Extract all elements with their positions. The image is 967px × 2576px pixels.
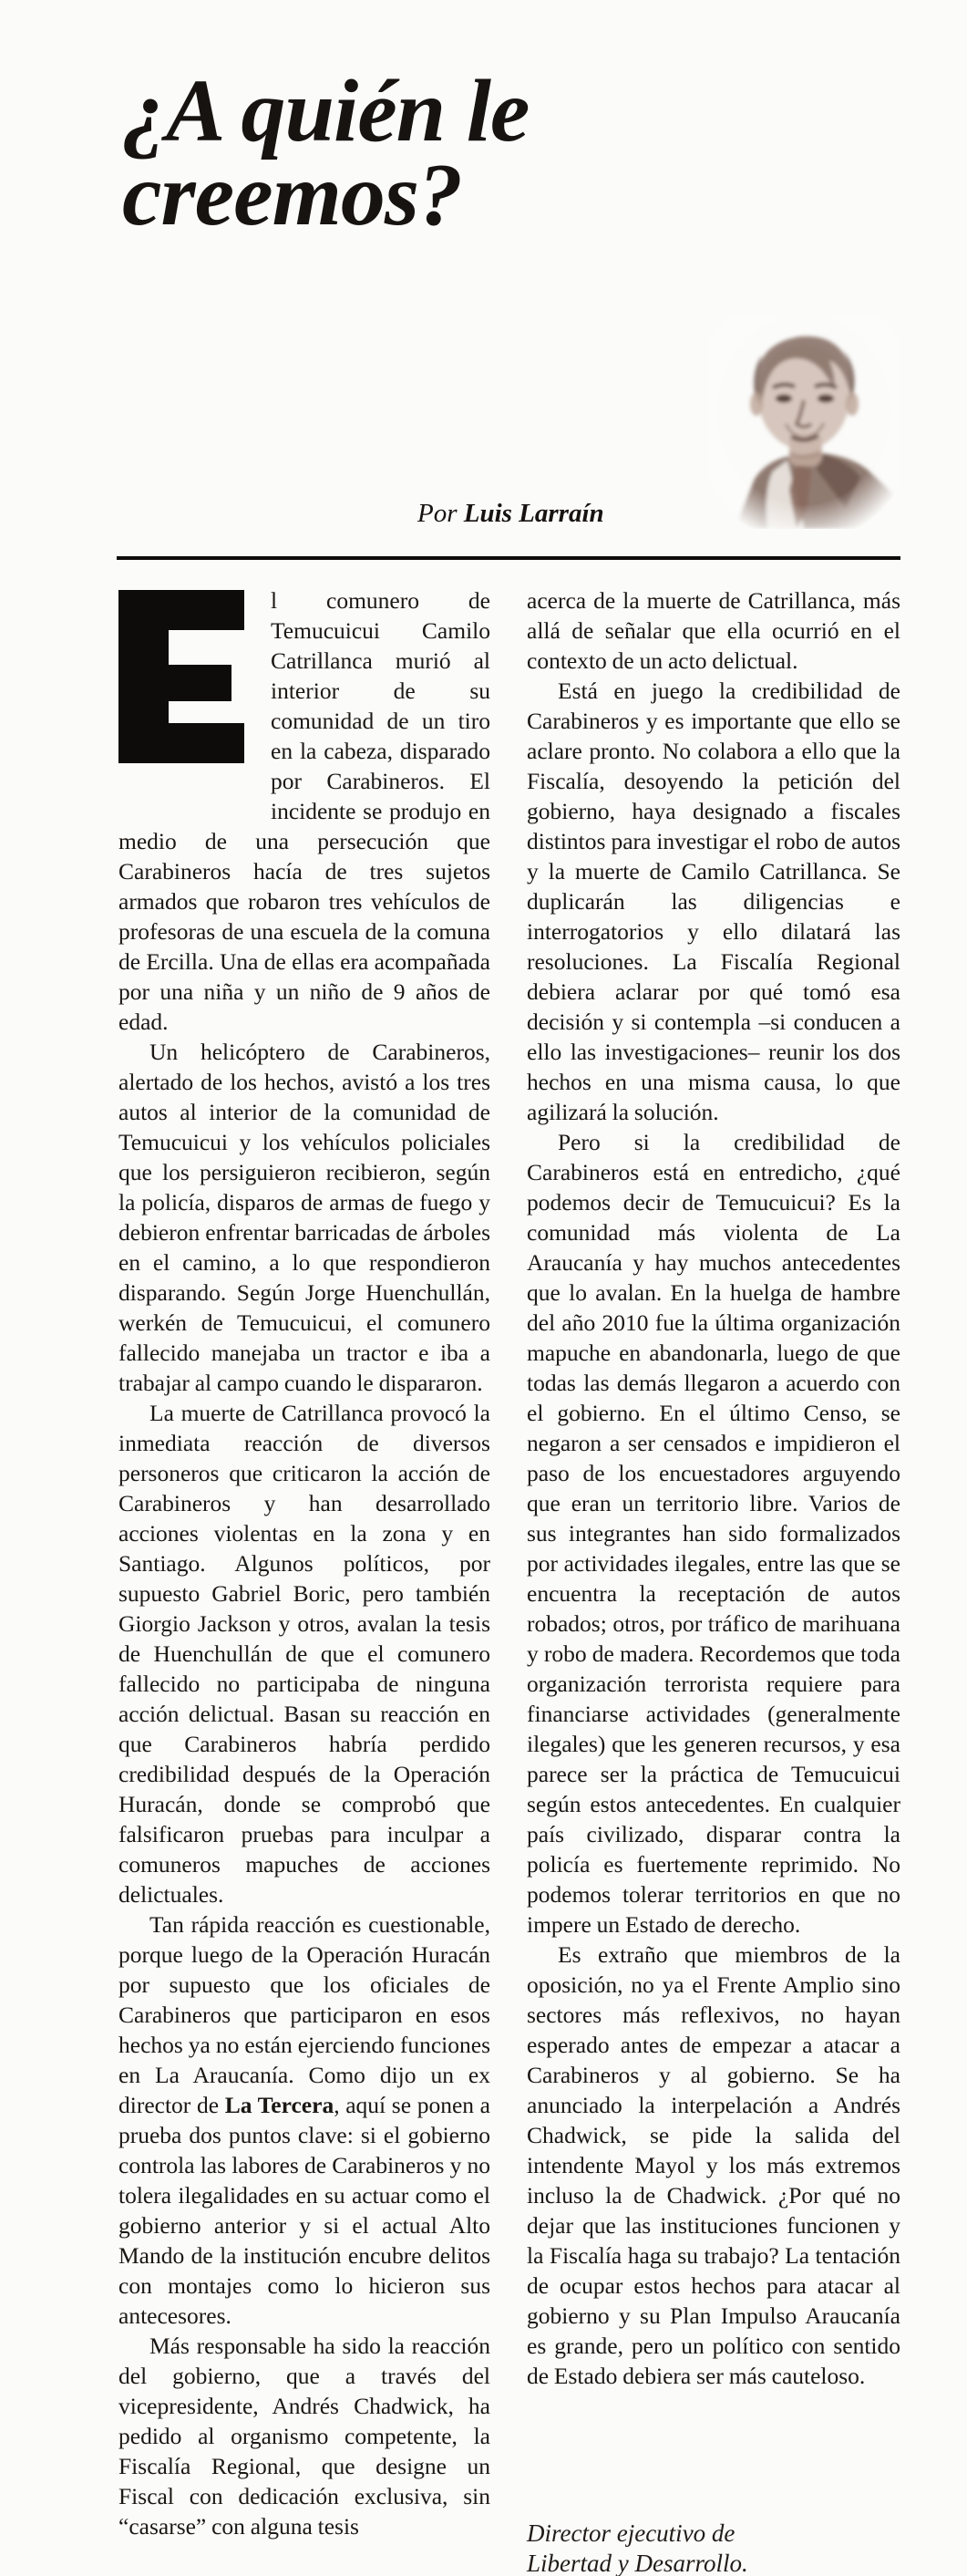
title-line-2: creemos? xyxy=(122,145,462,244)
paragraph: l comunero de Temucuicui Camilo Catrillanca murió al interior de su comunidad de un tiro en la cabeza, disparado por Carabineros. El incidente se produjo en medio de una persecución que Carabineros hacía de tres sujetos armados que robaron tres vehículos de profesoras de una escuela de la comuna de Ercilla. Una de ellas era acompañada por una niña y un niño de 9 años de edad. xyxy=(118,587,490,1035)
paragraph: Más responsable ha sido la reacción del gobierno, que a través del vicepresidente, Andrés Chadwick, ha pedido al organismo competente, la Fiscalía Regional, que designe un Fiscal con dedicación exclusiva, sin “casarse” con alguna tesis xyxy=(118,2333,490,2540)
column-left xyxy=(118,585,490,2576)
byline xyxy=(417,498,604,529)
drop-cap xyxy=(118,585,271,801)
paragraph: Está en juego la credibilidad de Carabineros y es importante que ello se aclare pronto. No colabora a ello que la Fiscalía, desoyendo la petición del gobierno, haya designado a fiscales distintos para investigar el robo de autos y la muerte de Camilo Catrillanca. Se duplicarán las diligencias e interrogatorios y ello dilatará las resoluciones. La Fiscalía Regional debiera aclarar por qué tomó esa decisión y si contempla –si conducen a ello las investigaciones– reunir los dos hechos en una misma causa, lo que agilizará la solución. xyxy=(527,678,900,1125)
paragraph: Un helicóptero de Carabineros, alertado de los hechos, avistó a los tres autos al interior de la comunidad de Temucuicui y los vehículos policiales que los persiguieron recibieron, según la policía, disparos de armas de fuego y debieron enfrentar barricadas de árboles en el camino, a lo que respondieron disparando. Según Jorge Huenchullán, werkén de Temucuicui, el comunero fallecido manejaba un tractor e iba a trabajar al campo cuando le dispararon. xyxy=(118,1039,490,1396)
author-portrait-image xyxy=(709,316,899,529)
divider-rule xyxy=(117,556,900,560)
article-title xyxy=(122,61,530,244)
paragraph: Pero si la credibilidad de Carabineros está en entredicho, ¿qué podemos decir de Temucuicui? Es la comunidad más violenta de La Araucanía y hay muchos antecedentes que lo avalan. En la huelga de hambre del año 2010 fue la última organización mapuche en abandonarla, luego de que todas las demás llegaron a acuerdo con el gobierno. En el último Censo, se negaron a ser censados e impidieron el paso de los encuestadores arguyendo que eran un territorio libre. Varios de sus integrantes han sido formalizados por actividades ilegales, entre las que se encuentra la receptación de autos robados; otros, por tráfico de marihuana y robo de madera. Recordemos que toda organización terrorista requiere para financiarse actividades (generalmente ilegales) que les generen recursos, y esa parece ser la práctica de Temucuicui según estos antecedentes. En cualquier país civilizado, disparar contra la policía es fuertemente reprimido. No podemos tolerar territorios en que no impere un Estado de derecho. xyxy=(527,1129,900,1938)
column-right xyxy=(527,585,900,2498)
title-line-1: ¿A quién le xyxy=(122,61,530,160)
footer-credit-line-1: Director ejecutivo de xyxy=(527,2519,736,2547)
author-portrait xyxy=(709,316,899,529)
paragraph: Tan rápida reacción es cuestionable, porque luego de la Operación Huracán por supuesto que los oficiales de Carabineros que participaron en esos hechos ya no están ejerciendo funciones en La Araucanía. Como dijo un ex director de La Tercera, aquí se ponen a prueba dos puntos clave: si el gobierno controla las labores de Carabineros y no tolera ilegalidades en su actuar como el gobierno anterior y si el actual Alto Mando de la institución encubre delitos con montajes como lo hicieron sus antecesores. xyxy=(118,1911,490,2329)
byline-author: Luis Larraín xyxy=(463,499,604,528)
footer-credit-line-2: Libertad y Desarrollo. xyxy=(527,2550,748,2576)
footer-credit xyxy=(527,2519,900,2576)
article-body xyxy=(118,584,900,2576)
paragraph: acerca de la muerte de Catrillanca, más allá de señalar que ella ocurrió en el contexto de un acto delictual. xyxy=(527,587,900,674)
paragraph: Es extraño que miembros de la oposición, no ya el Frente Amplio sino sectores más reflexivos, no hayan esperado antes de empezar a atacar a Carabineros y al gobierno. Se ha anunciado la interpelación a Andrés Chadwick, se pide la salida del intendente Mayol y los más extremos incluso la de Chadwick. ¿Por qué no dejar que las instituciones funcionen y la Fiscalía haga su trabajo? La tentación de ocupar estos hechos para atacar al gobierno y su Plan Impulso Araucanía es grande, pero un político con sentido de Estado debiera ser más cauteloso. xyxy=(527,1941,900,2389)
byline-prefix: Por xyxy=(417,499,464,528)
paragraph: La muerte de Catrillanca provocó la inmediata reacción de diversos personeros que criticaron la acción de Carabineros y han desarrollado acciones violentas en la zona y en Santiago. Algunos políticos, por supuesto Gabriel Boric, pero también Giorgio Jackson y otros, avalan la tesis de Huenchullán de que el comunero fallecido no participaba de ninguna acción delictual. Basan su reacción en que Carabineros habría perdido credibilidad después de la Operación Huracán, donde se comprobó que falsificaron pruebas para inculpar a comuneros mapuches de acciones delictuales. xyxy=(118,1400,490,1908)
